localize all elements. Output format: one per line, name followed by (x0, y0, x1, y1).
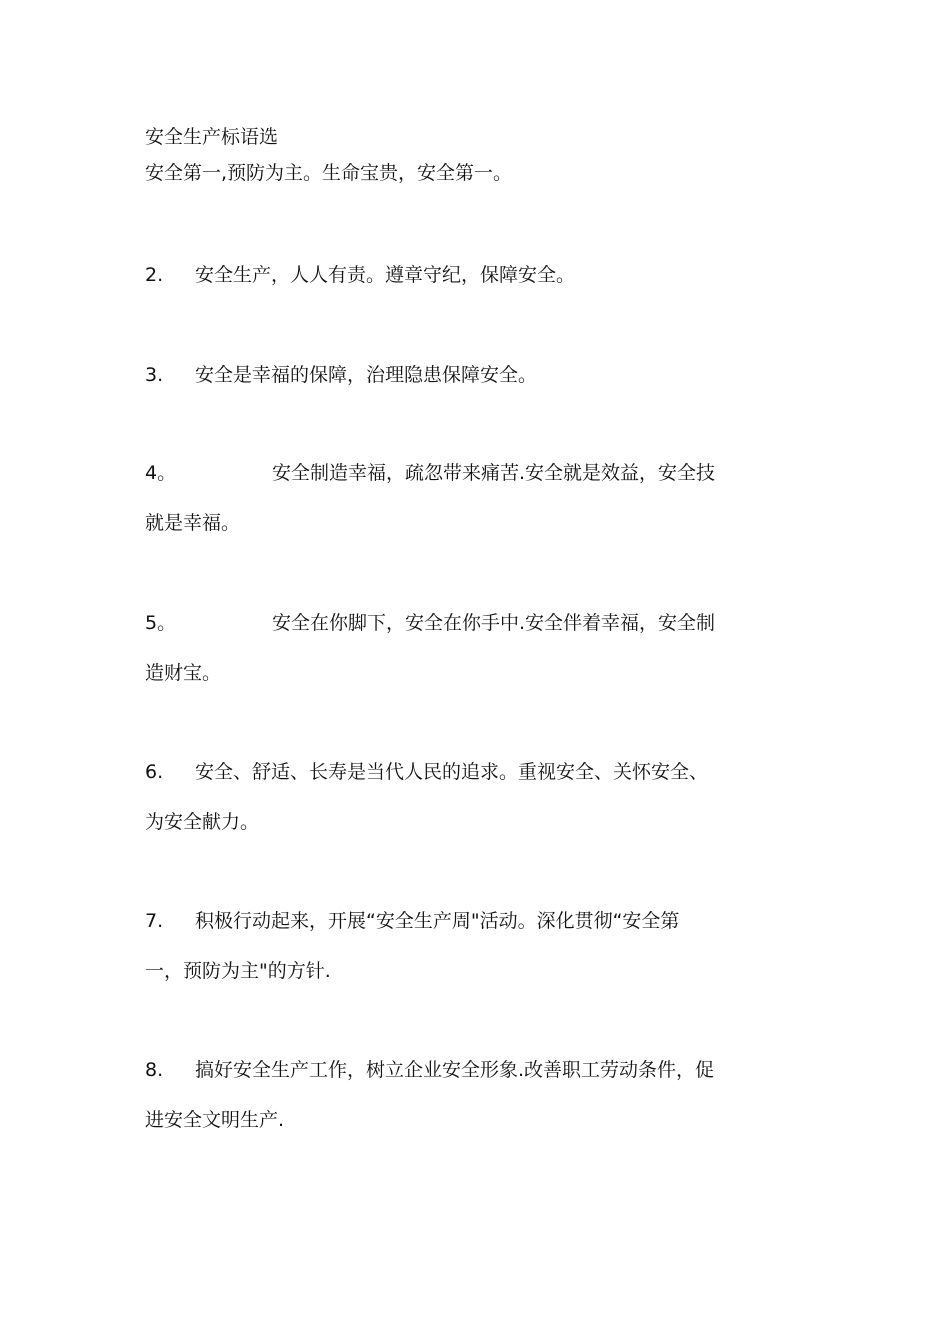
slogan-number: 8. (145, 1059, 164, 1081)
document-title: 安全生产标语选 (145, 126, 279, 148)
slogan-3 (145, 350, 810, 400)
slogan-number: 3. (145, 364, 164, 386)
slogan-text: 安全在你脚下，安全在你手中.安全伴着幸福，安全制 (272, 612, 716, 634)
slogan-8 (145, 1045, 810, 1145)
slogan-line: 就是幸福。 (145, 512, 241, 534)
slogan-4 (145, 448, 810, 548)
slogan-text: 安全、舒适、长寿是当代人民的追求。重视安全、关怀安全、 (195, 761, 709, 783)
slogan-5 (145, 598, 810, 698)
slogan-line (145, 598, 810, 648)
slogan-text: 安全生产，人人有责。遵章守纪，保障安全。 (195, 264, 576, 286)
slogan-line: 造财宝。 (145, 662, 222, 684)
slogan-line: 进安全文明生产. (145, 1109, 285, 1131)
slogan-line: 为安全献力。 (145, 811, 260, 833)
slogan-number: 5。 (145, 612, 177, 634)
slogan-7 (145, 896, 810, 996)
slogan-number: 7. (145, 910, 164, 932)
slogan-line (145, 896, 810, 946)
slogan-line (145, 448, 810, 498)
slogan-number: 4。 (145, 462, 177, 484)
slogan-line: 一，预防为主"的方针. (145, 960, 331, 982)
slogan-line (145, 250, 810, 300)
slogan-number: 2. (145, 264, 164, 286)
slogan-text: 积极行动起来，开展“安全生产周"活动。深化贯彻“安全第 (195, 910, 680, 932)
slogan-line (145, 350, 810, 400)
slogan-text: 搞好安全生产工作，树立企业安全形象.改善职工劳动条件，促 (195, 1059, 715, 1081)
slogan-text: 安全制造幸福，疏忽带来痛苦.安全就是效益，安全技 (272, 462, 716, 484)
slogan-6 (145, 747, 810, 847)
slogan-number: 6. (145, 761, 164, 783)
slogan-line (145, 1045, 810, 1095)
slogan-2 (145, 250, 810, 300)
slogan-text: 安全是幸福的保障，治理隐患保障安全。 (195, 364, 538, 386)
slogan-line (145, 747, 810, 797)
slogan-1: 安全第一,预防为主。生命宝贵，安全第一。 (145, 162, 513, 184)
